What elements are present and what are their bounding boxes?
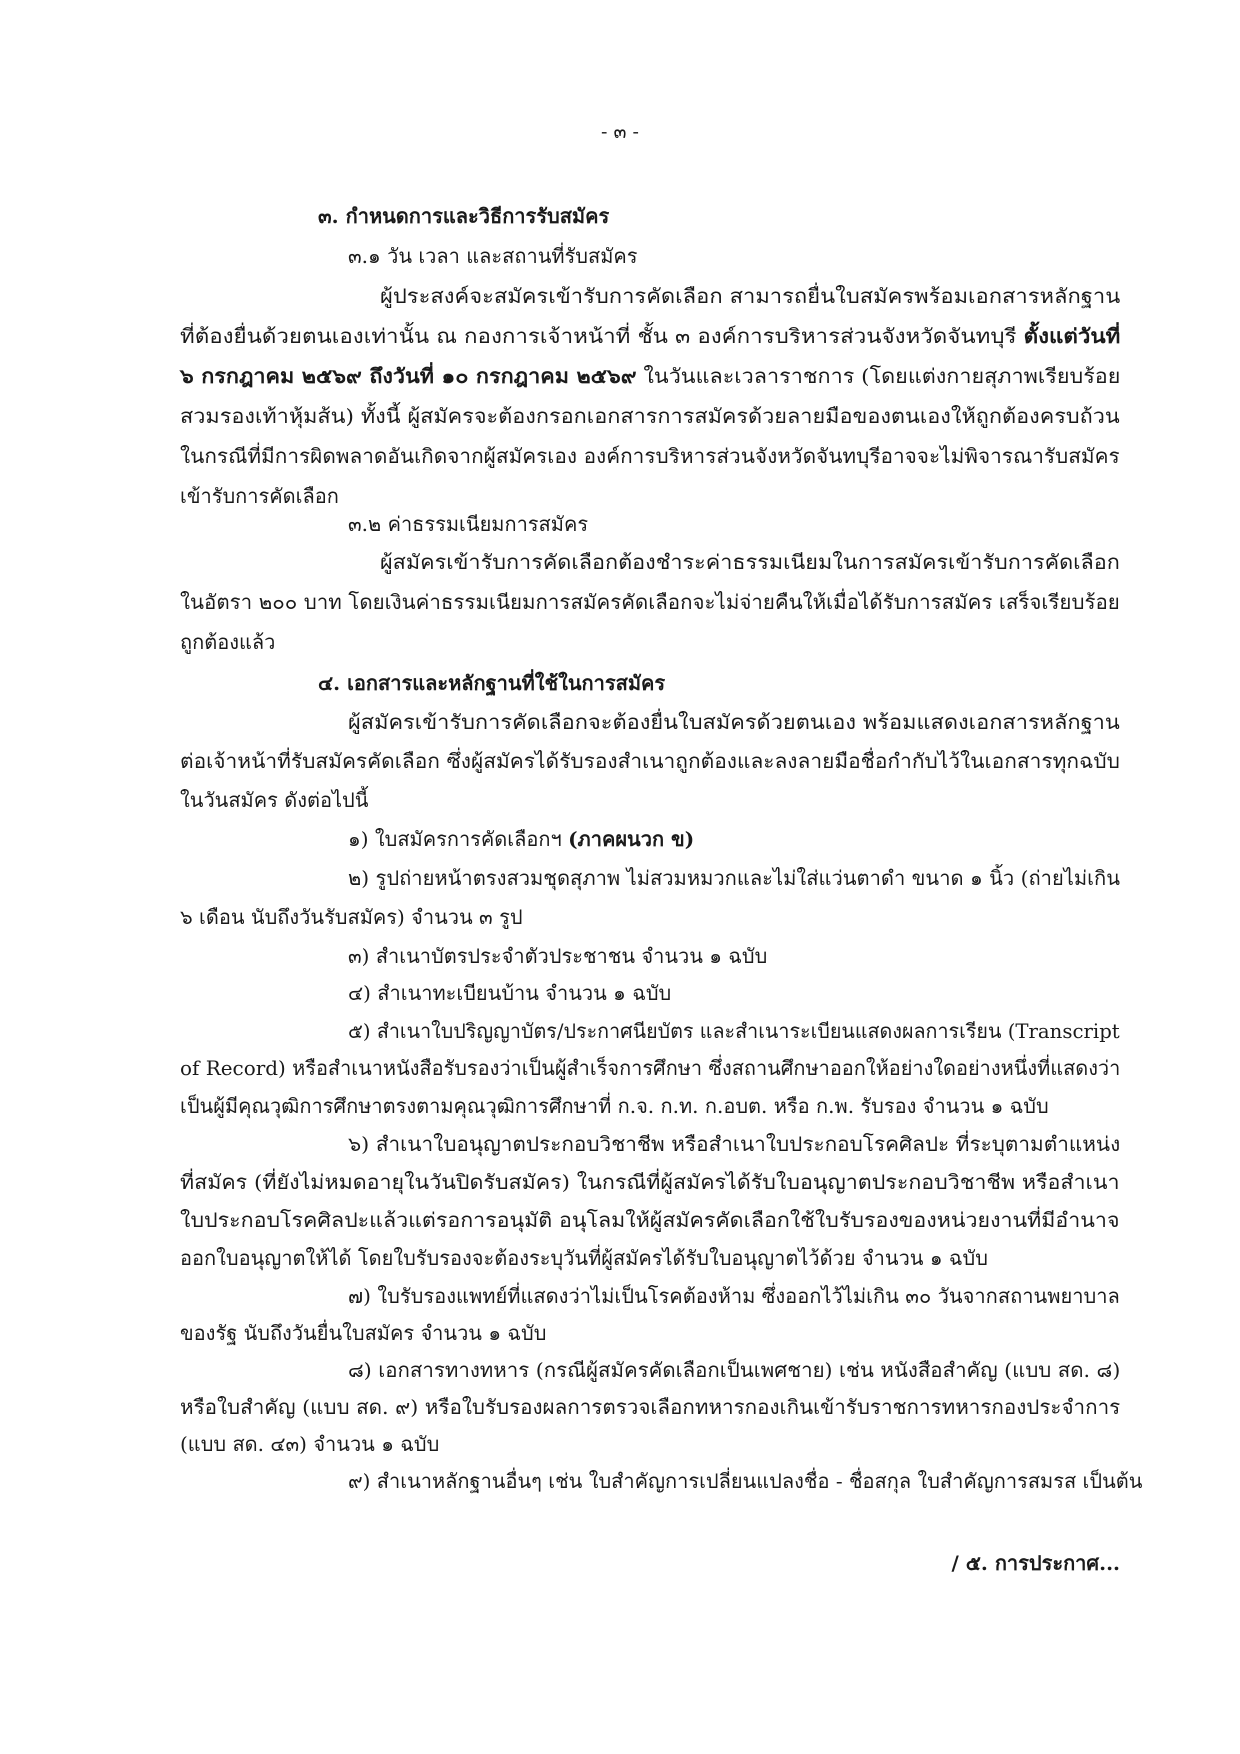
section-4-intro-text-part: ต่อเจ้าหน้าที่รับสมัครคัดเลือก ซึ่งผู้สมัครได้รับรองสำเนาถูกต้องและลงลายมือชื่อกำกับไว้ในเอกสารทุกฉบับ: [180, 749, 1120, 773]
document-item-8-part: (แบบ สด. ๔๓) จำนวน ๑ ฉบับ: [180, 1432, 440, 1456]
document-item-8-part: ๘) เอกสารทางทหาร (กรณีผู้สมัครคัดเลือกเป็นเพศชาย) เช่น หนังสือสำคัญ (แบบ สด. ๘): [348, 1358, 1121, 1382]
document-item-7: [348, 1286, 1120, 1306]
section-4-intro-text: [180, 790, 368, 810]
section-3-1-text-part: สวมรองเท้าหุ้มส้น) ทั้งนี้ ผู้สมัครจะต้องกรอกเอกสารการสมัครด้วยลายมือของตนเองให้ถูกต้องครบถ้วน: [180, 404, 1120, 428]
section-3-1-text-part: ผู้ประสงค์จะสมัครเข้ารับการคัดเลือก สามารถยื่นใบสมัครพร้อมเอกสารหลักฐาน: [380, 284, 1121, 308]
document-item-5: [180, 1096, 1049, 1116]
section-3-1-text-part: ในกรณีที่มีการผิดพลาดอันเกิดจากผู้สมัครเอง องค์การบริหารส่วนจังหวัดจันทบุรีอาจจะไม่พิจารณารับสมัคร: [180, 444, 1120, 468]
section-3-2-text: [180, 632, 275, 652]
section-3-heading: ๓. กำหนดการและวิธีการรับสมัคร: [318, 204, 610, 228]
section-3-2-text-part: ถูกต้องแล้ว: [180, 630, 276, 654]
document-item-3: [348, 946, 767, 966]
section-3-2-text: [180, 592, 1120, 612]
document-item-9-part: ๙) สำเนาหลักฐานอื่นๆ เช่น ใบสำคัญการเปลี่ยนแปลงชื่อ - ชื่อสกุล ใบสำคัญการสมรส เป็นต้น: [348, 1469, 1143, 1493]
section-3-1-text-part: เข้ารับการคัดเลือก: [180, 484, 339, 508]
document-item-1: [348, 829, 694, 849]
section-3-1-text-part: ที่ต้องยื่นด้วยตนเองเท่านั้น ณ กองการเจ้าหน้าที่ ชั้น ๓ องค์การบริหารส่วนจังหวัดจันทบุรี: [180, 324, 1024, 348]
section-3-1-text: [180, 406, 1120, 426]
document-item-4-part: ๔) สำเนาทะเบียนบ้าน จำนวน ๑ ฉบับ: [348, 981, 672, 1005]
section-3-1-text: [180, 486, 339, 506]
section-4-heading: ๔. เอกสารและหลักฐานที่ใช้ในการสมัคร: [318, 671, 666, 695]
document-item-7-part: ของรัฐ นับถึงวันยื่นใบสมัคร จำนวน ๑ ฉบับ: [180, 1321, 547, 1345]
document-item-2: [348, 868, 1120, 888]
document-item-6: [180, 1172, 1120, 1192]
document-item-5-part: of Record) หรือสำเนาหนังสือรับรองว่าเป็นผู้สำเร็จการศึกษา ซึ่งสถานศึกษาออกให้อย่างใดอย่างหนึ่งที่แสดงว่า: [180, 1056, 1121, 1080]
section-3-2-text: [380, 552, 1120, 572]
document-item-6: [180, 1210, 1120, 1230]
document-item-2: [180, 907, 523, 927]
document-item-1-part: (ภาคผนวก ข): [568, 827, 695, 851]
next-page-continuation: / ๕. การประกาศ...: [951, 1551, 1120, 1575]
section-3-1-text-part: ในวันและเวลาราชการ (โดยแต่งกายสุภาพเรียบร้อย: [636, 364, 1121, 388]
document-item-2-part: ๒) รูปถ่ายหน้าตรงสวมชุดสุภาพ ไม่สวมหมวกและไม่ใส่แว่นตาดำ ขนาด ๑ นิ้ว (ถ่ายไม่เกิน: [348, 866, 1120, 890]
section-3-1-text-part: ๖ กรกฎาคม ๒๕๖๙ ถึงวันที่ ๑๐ กรกฎาคม ๒๕๖๙: [180, 364, 637, 388]
document-item-6-part: ออกใบอนุญาตให้ได้ โดยใบรับรองจะต้องระบุวันที่ผู้สมัครได้รับใบอนุญาตไว้ด้วย จำนวน ๑ ฉบับ: [180, 1246, 988, 1270]
document-item-9: [348, 1471, 1142, 1491]
section-3-1-text: [180, 326, 1120, 346]
document-item-5-part: เป็นผู้มีคุณวุฒิการศึกษาตรงตามคุณวุฒิการศึกษาที่ ก.จ. ก.ท. ก.อบต. หรือ ก.พ. รับรอง จำนวน ๑ ฉบับ: [180, 1094, 1049, 1118]
section-3-1-heading: ๓.๑ วัน เวลา และสถานที่รับสมัคร: [348, 244, 638, 268]
section-4-intro-text-part: ในวันสมัคร ดังต่อไปนี้: [180, 788, 369, 812]
document-item-4: [348, 983, 671, 1003]
document-item-6: [348, 1134, 1120, 1154]
document-item-6-part: ใบประกอบโรคศิลปะแล้วแต่รอการอนุมัติ อนุโลมให้ผู้สมัครคัดเลือกใช้ใบรับรองของหน่วยงานที่มีอำนาจ: [180, 1208, 1120, 1232]
document-item-2-part: ๖ เดือน นับถึงวันรับสมัคร) จำนวน ๓ รูป: [180, 905, 523, 929]
section-3-1-text: [180, 446, 1120, 466]
document-item-7-part: ๗) ใบรับรองแพทย์ที่แสดงว่าไม่เป็นโรคต้องห้าม ซึ่งออกไว้ไม่เกิน ๓๐ วันจากสถานพยาบาล: [348, 1284, 1120, 1308]
document-item-6-part: ๖) สำเนาใบอนุญาตประกอบวิชาชีพ หรือสำเนาใบประกอบโรคศิลปะ ที่ระบุตามตำแหน่ง: [348, 1132, 1121, 1156]
document-item-1-part: ๑) ใบสมัครการคัดเลือกฯ: [348, 827, 569, 851]
section-3-2-text-part: ผู้สมัครเข้ารับการคัดเลือกต้องชำระค่าธรรมเนียมในการสมัครเข้ารับการคัดเลือก: [380, 550, 1120, 574]
document-item-6: [180, 1248, 988, 1268]
section-4-intro-text: [348, 712, 1120, 732]
section-3-2-heading: ๓.๒ ค่าธรรมเนียมการสมัคร: [348, 512, 589, 536]
document-item-5: [180, 1058, 1120, 1078]
section-4-intro-text-part: ผู้สมัครเข้ารับการคัดเลือกจะต้องยื่นใบสมัครด้วยตนเอง พร้อมแสดงเอกสารหลักฐาน: [348, 710, 1120, 734]
document-item-3-part: ๓) สำเนาบัตรประจำตัวประชาชน จำนวน ๑ ฉบับ: [348, 944, 768, 968]
document-item-7: [180, 1323, 546, 1343]
section-3-2-text-part: ในอัตรา ๒๐๐ บาท โดยเงินค่าธรรมเนียมการสมัครคัดเลือกจะไม่จ่ายคืนให้เมื่อได้รับการสมัคร เสร็จเรียบร้อย: [180, 590, 1120, 614]
document-item-6-part: ที่สมัคร (ที่ยังไม่หมดอายุในวันปิดรับสมัคร) ในกรณีที่ผู้สมัครได้รับใบอนุญาตประกอบวิชาชีพ หรือสำเนา: [180, 1170, 1120, 1194]
document-item-5: [348, 1021, 1120, 1041]
section-3-1-text: [380, 286, 1120, 306]
document-item-8: [348, 1360, 1120, 1380]
document-item-8: [180, 1397, 1120, 1417]
section-3-1-text-part: ตั้งแต่วันที่: [1023, 324, 1121, 348]
document-item-5-part: ๕) สำเนาใบปริญญาบัตร/ประกาศนียบัตร และสำเนาระเบียนแสดงผลการเรียน (Transcript: [348, 1019, 1120, 1043]
document-item-8: [180, 1434, 439, 1454]
page-number: - ๓ -: [601, 121, 639, 143]
section-3-1-text: [180, 366, 1120, 386]
document-item-8-part: หรือใบสำคัญ (แบบ สด. ๙) หรือใบรับรองผลการตรวจเลือกทหารกองเกินเข้ารับราชการทหารกองประจำการ: [180, 1395, 1121, 1419]
section-4-intro-text: [180, 751, 1120, 771]
